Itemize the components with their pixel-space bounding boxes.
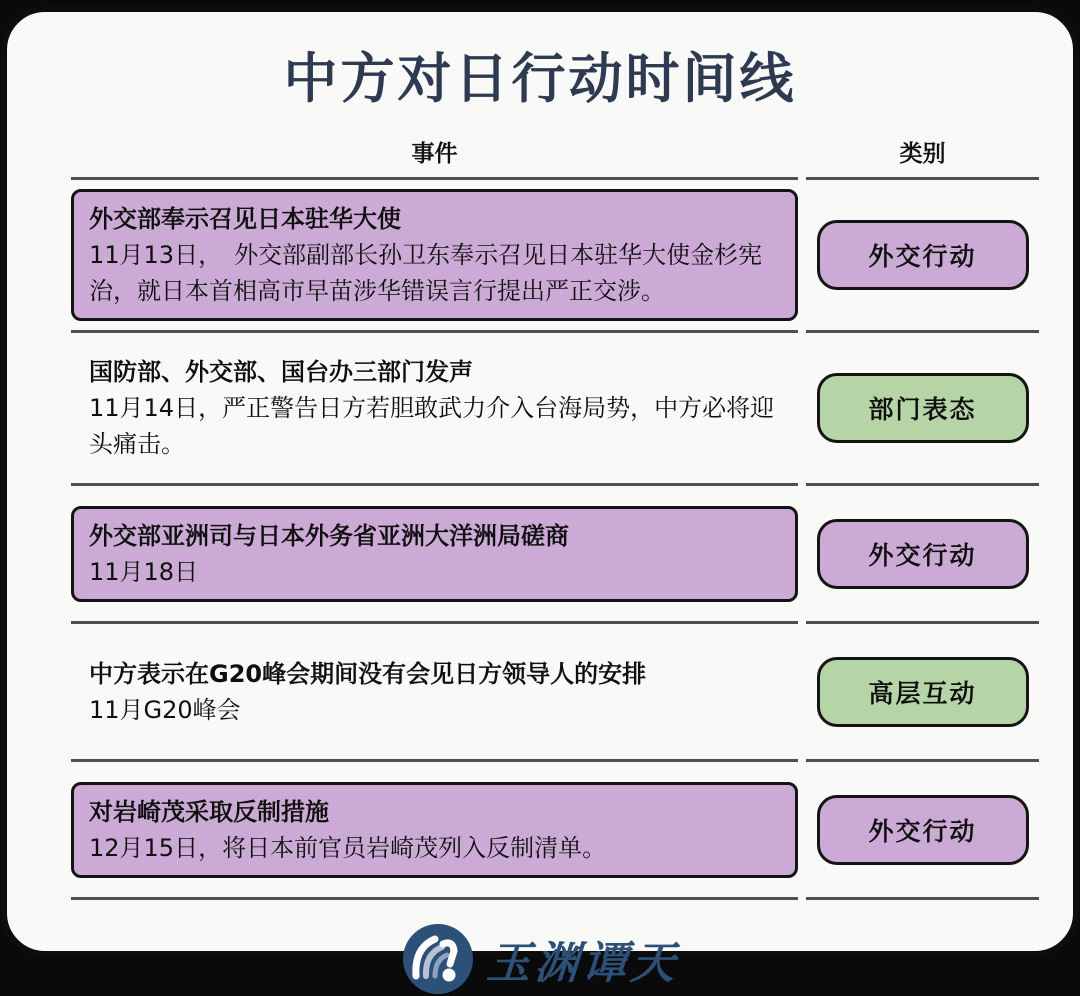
infographic-card (1, 6, 1079, 989)
category-cell (806, 333, 1039, 486)
event-cell (71, 486, 798, 624)
event-title: 对岩崎茂采取反制措施 (89, 797, 329, 826)
event-description: 12月15日，将日本前官员岩崎茂列入反制清单。 (89, 833, 607, 862)
category-cell (806, 624, 1039, 762)
event-description: 11月14日，严正警告日方若胆敢武力介入台海局势，中方必将迎头痛击。 (89, 394, 775, 458)
footer-brand (7, 922, 1073, 996)
event-description: 11月13日， 外交部副部长孙卫东奉示召见日本驻华大使金杉宪治，就日本首相高市早苗涉华错误言行提出严正交涉。 (89, 241, 763, 305)
category-badge: 部门表态 (817, 373, 1029, 443)
brand-name: 玉渊谭天 (484, 938, 681, 989)
category-badge: 外交行动 (817, 519, 1029, 589)
table-header-row (71, 125, 1039, 180)
category-badge: 外交行动 (817, 795, 1029, 865)
event-card (71, 506, 798, 602)
table-body (71, 180, 1039, 900)
event-title: 中方表示在G20峰会期间没有会见日方领导人的安排 (89, 659, 647, 688)
wave-swirl-icon (401, 922, 475, 996)
table-row (71, 624, 1039, 762)
timeline-table (71, 125, 1039, 900)
event-description: 11月G20峰会 (89, 695, 241, 724)
table-row (71, 333, 1039, 486)
event-cell (71, 180, 798, 333)
category-cell (806, 486, 1039, 624)
event-card (71, 644, 798, 740)
event-title: 国防部、外交部、国台办三部门发声 (89, 358, 473, 386)
category-badge: 高层互动 (817, 657, 1029, 727)
event-description: 11月18日 (89, 557, 199, 586)
event-cell (71, 624, 798, 762)
category-badge: 外交行动 (817, 220, 1029, 290)
page-title: 中方对日行动时间线 (283, 47, 797, 110)
table-row (71, 486, 1039, 624)
event-cell (71, 333, 798, 486)
column-header-category: 类别 (806, 125, 1039, 180)
category-cell (806, 762, 1039, 900)
table-row (71, 762, 1039, 900)
category-cell (806, 180, 1039, 333)
event-cell (71, 762, 798, 900)
event-card (71, 782, 798, 878)
column-header-event: 事件 (71, 125, 798, 180)
event-title: 外交部奉示召见日本驻华大使 (89, 205, 401, 233)
event-title: 外交部亚洲司与日本外务省亚洲大洋洲局磋商 (89, 521, 569, 550)
table-row (71, 180, 1039, 333)
event-card (71, 342, 798, 474)
event-card (71, 189, 798, 321)
